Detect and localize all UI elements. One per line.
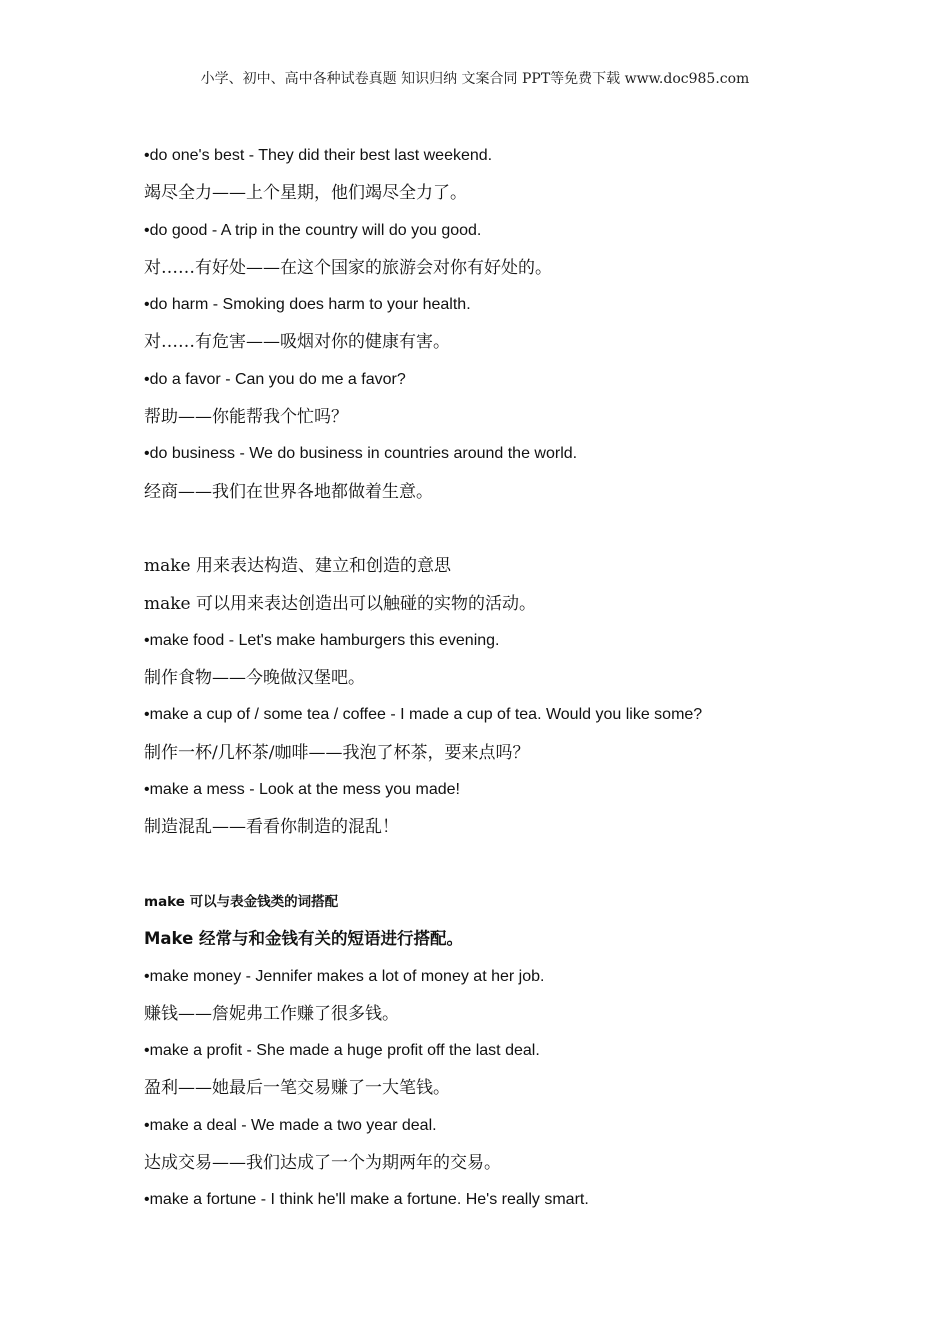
make-phrase-example: •make a cup of / some tea / coffee - I made a cup of tea. Would you like some? bbox=[144, 706, 703, 724]
make-phrases bbox=[144, 628, 924, 852]
document-body bbox=[144, 143, 924, 1225]
money-phrase-example: •make money - Jennifer makes a lot of money at her job. bbox=[144, 967, 545, 985]
make-phrase-example: •make a mess - Look at the mess you made! bbox=[144, 781, 460, 799]
do-phrase-translation: 经商——我们在世界各地都做着生意。 bbox=[144, 481, 433, 502]
make-phrase-translation: 制造混乱——看看你制造的混乱！ bbox=[144, 817, 399, 838]
page-header: 小学、初中、高中各种试卷真题 知识归纳 文案合同 PPT等免费下载 www.doc985.com bbox=[200, 71, 750, 87]
make-intro-line: make 用来表达构造、建立和创造的意思 bbox=[144, 556, 452, 577]
money-phrase-example: •make a fortune - I think he'll make a fortune. He's really smart. bbox=[144, 1191, 589, 1209]
make-phrase-example: •make food - Let's make hamburgers this evening. bbox=[144, 631, 500, 649]
do-phrase-translation: 竭尽全力——上个星期，他们竭尽全力了。 bbox=[144, 183, 467, 204]
section-gap bbox=[144, 852, 924, 889]
money-phrase-example: •make a deal - We made a two year deal. bbox=[144, 1116, 437, 1134]
money-section-heading: make 可以与表金钱类的词搭配 bbox=[144, 893, 339, 910]
do-phrase-translation: 对……有好处——在这个国家的旅游会对你有好处的。 bbox=[144, 257, 552, 278]
money-phrase-translation: 达成交易——我们达成了一个为期两年的交易。 bbox=[144, 1153, 501, 1174]
do-phrase-example: •do one's best - They did their best last weekend. bbox=[144, 147, 493, 164]
money-phrases bbox=[144, 964, 924, 1188]
section-gap bbox=[144, 516, 924, 553]
do-phrases bbox=[144, 143, 924, 516]
do-phrase-example: •do harm - Smoking does harm to your health. bbox=[144, 296, 471, 314]
money-phrase-translation: 赚钱——詹妮弗工作赚了很多钱。 bbox=[144, 1003, 399, 1024]
do-phrase-translation: 帮助——你能帮我个忙吗？ bbox=[144, 407, 348, 428]
do-phrase-example: •do business - We do business in countries around the world. bbox=[144, 445, 578, 463]
make-phrase-translation: 制作一杯/几杯茶/咖啡——我泡了杯茶，要来点吗？ bbox=[144, 742, 530, 763]
money-phrase-example: •make a profit - She made a huge profit off the last deal. bbox=[144, 1042, 540, 1060]
money-section-subheading: Make 经常与和金钱有关的短语进行搭配。 bbox=[144, 929, 464, 949]
money-phrase-translation: 盈利——她最后一笔交易赚了一大笔钱。 bbox=[144, 1078, 450, 1099]
do-phrase-example: •do good - A trip in the country will do you good. bbox=[144, 221, 482, 239]
make-phrase-translation: 制作食物——今晚做汉堡吧。 bbox=[144, 668, 365, 689]
make-intro-line: make 可以用来表达创造出可以触碰的实物的活动。 bbox=[144, 593, 537, 614]
do-phrase-example: •do a favor - Can you do me a favor? bbox=[144, 370, 406, 388]
do-phrase-translation: 对……有危害——吸烟对你的健康有害。 bbox=[144, 332, 450, 353]
